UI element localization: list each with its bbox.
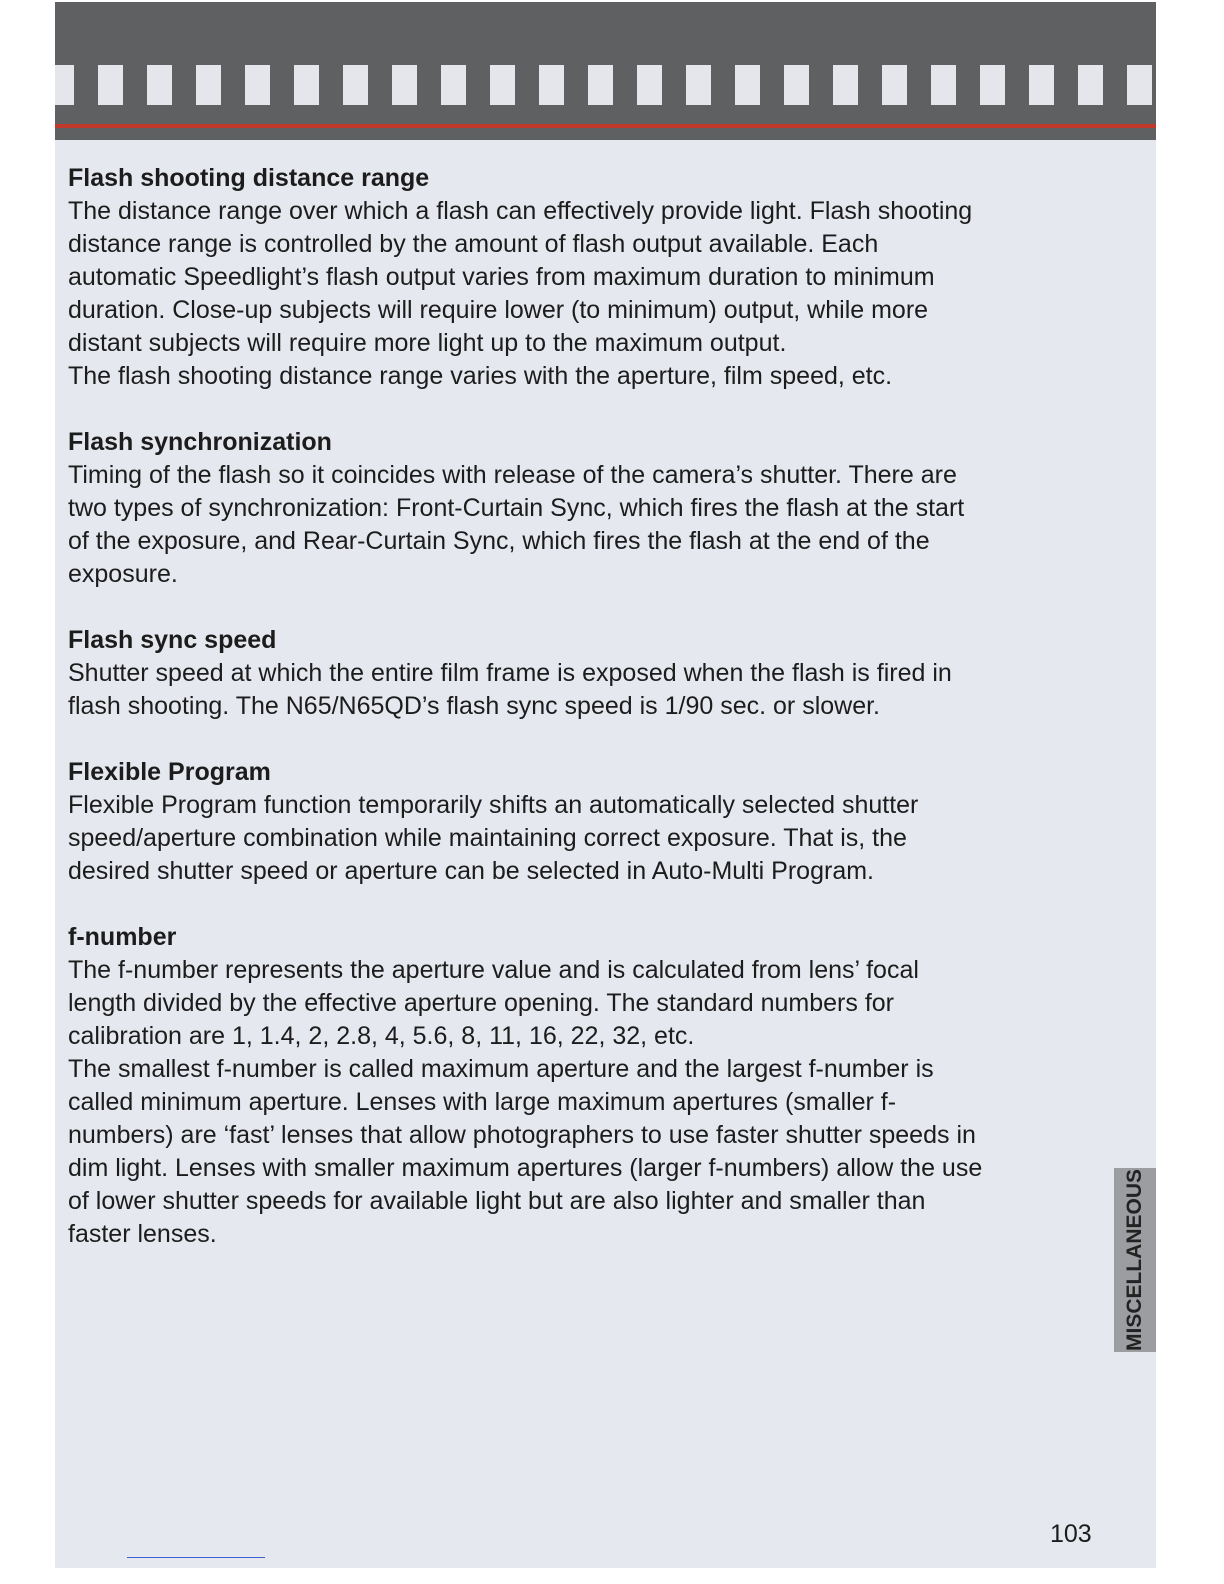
sprocket-hole [882,65,907,105]
sprocket-hole [588,65,613,105]
sprocket-hole [294,65,319,105]
glossary-entry [68,426,1098,591]
sprocket-hole [441,65,466,105]
definition-line: desired shutter speed or aperture can be selected in Auto-Multi Program. [68,857,874,885]
definition-line: numbers) are ‘fast’ lenses that allow photographers to use faster shutter speeds in [68,1121,976,1149]
glossary-entry [68,162,1098,393]
sprocket-hole [539,65,564,105]
definition-line: exposure. [68,560,178,588]
sprocket-hole [343,65,368,105]
definition-line: The flash shooting distance range varies with the aperture, film speed, etc. [68,362,893,390]
sprocket-hole [98,65,123,105]
sprocket-hole [637,65,662,105]
sprocket-hole [1127,65,1152,105]
definition-line: distance range is controlled by the amount of flash output available. Each [68,230,879,258]
definition-line: called minimum aperture. Lenses with large maximum apertures (smaller f- [68,1088,897,1116]
sprocket-hole [245,65,270,105]
sprocket-hole [833,65,858,105]
definition-line: flash shooting. The N65/N65QD’s flash sync speed is 1/90 sec. or slower. [68,692,880,720]
sprocket-hole [980,65,1005,105]
film-strip-header [55,2,1156,140]
glossary-term: Flash shooting distance range [68,164,430,192]
glossary-term: f-number [68,923,177,951]
definition-line: of the exposure, and Rear-Curtain Sync, which fires the flash at the end of the [68,527,930,555]
definition-line: length divided by the effective aperture opening. The standard numbers for [68,989,895,1017]
definition-line: duration. Close-up subjects will require lower (to minimum) output, while more [68,296,929,324]
glossary-term: Flexible Program [68,758,271,786]
definition-line: Shutter speed at which the entire film frame is exposed when the flash is fired in [68,659,952,687]
glossary-term: Flash synchronization [68,428,332,456]
glossary-entry [68,921,1098,1251]
section-tab-label: MISCELLANEOUS [1123,1168,1146,1352]
definition-line: distant subjects will require more light up to the maximum output. [68,329,787,357]
page-number: 103 [1050,1520,1092,1548]
sprocket-hole [55,65,74,105]
definition-line: The f-number represents the aperture value and is calculated from lens’ focal [68,956,919,984]
film-sprocket-holes [55,65,1156,106]
sprocket-hole [1078,65,1103,105]
sprocket-hole [392,65,417,105]
sprocket-hole [1029,65,1054,105]
sprocket-hole [196,65,221,105]
section-tab [1114,1168,1156,1352]
definition-line: The distance range over which a flash can effectively provide light. Flash shooting [68,197,973,225]
glossary-entry [68,756,1098,888]
header-red-rule [55,124,1156,128]
definition-line: The smallest f-number is called maximum aperture and the largest f-number is [68,1055,934,1083]
glossary-entry [68,624,1098,723]
definition-line: automatic Speedlight’s flash output varies from maximum duration to minimum [68,263,935,291]
sprocket-hole [784,65,809,105]
definition-line: faster lenses. [68,1220,217,1248]
sprocket-hole [686,65,711,105]
definition-line: dim light. Lenses with smaller maximum apertures (larger f-numbers) allow the use [68,1154,983,1182]
definition-line: Timing of the flash so it coincides with release of the camera’s shutter. There are [68,461,957,489]
sprocket-hole [931,65,956,105]
sprocket-hole [735,65,760,105]
glossary-content [68,162,1098,1284]
sprocket-hole [490,65,515,105]
manual-page [55,2,1156,1568]
definition-line: of lower shutter speeds for available light but are also lighter and smaller than [68,1187,926,1215]
definition-line: Flexible Program function temporarily shifts an automatically selected shutter [68,791,919,819]
underline-mark [127,1557,265,1558]
glossary-term: Flash sync speed [68,626,277,654]
sprocket-hole [147,65,172,105]
definition-line: speed/aperture combination while maintaining correct exposure. That is, the [68,824,907,852]
definition-line: two types of synchronization: Front-Curtain Sync, which fires the flash at the start [68,494,965,522]
definition-line: calibration are 1, 1.4, 2, 2.8, 4, 5.6, 8, 11, 16, 22, 32, etc. [68,1022,695,1050]
